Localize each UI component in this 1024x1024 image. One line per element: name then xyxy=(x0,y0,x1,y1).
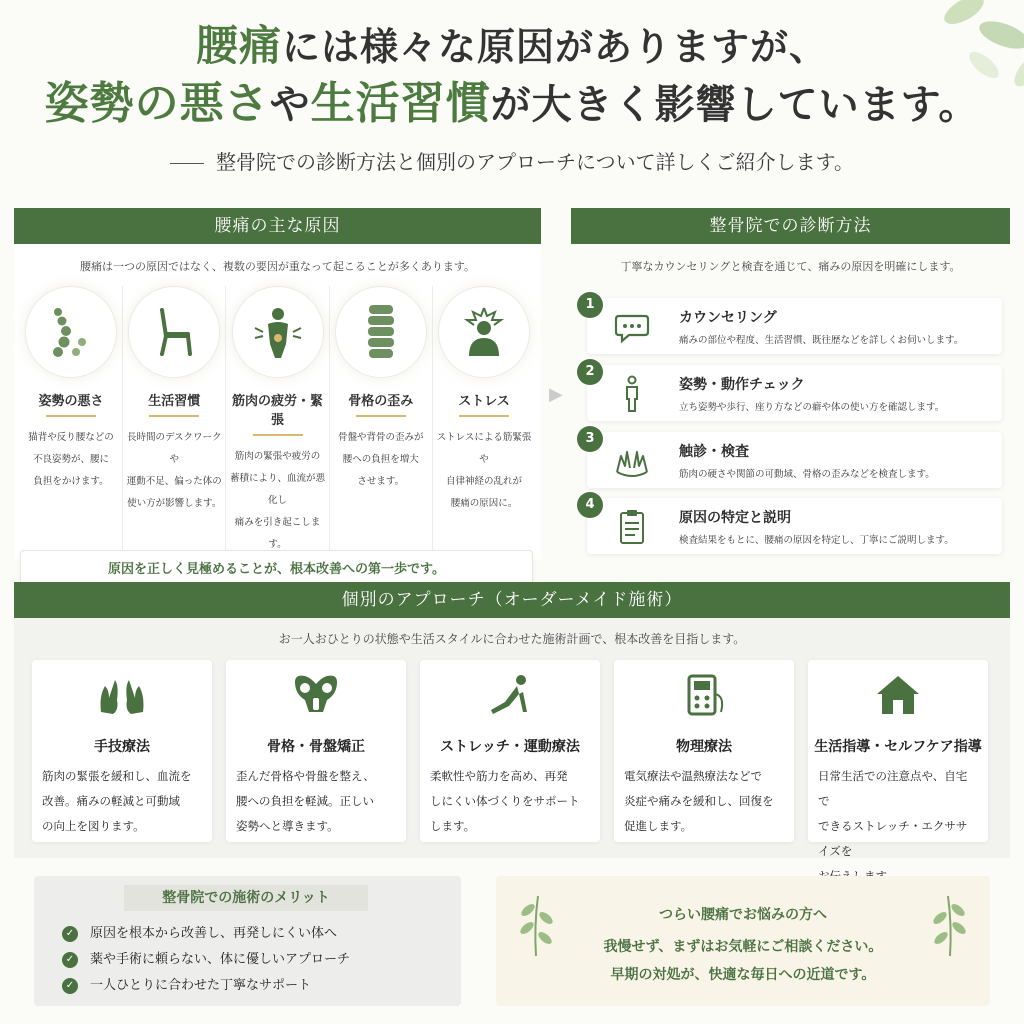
step-number: 4 xyxy=(577,492,603,518)
headline-line1 xyxy=(0,20,1024,73)
check-icon: ✓ xyxy=(62,952,78,968)
card-title: ストレッチ・運動療法 xyxy=(440,739,580,755)
headline-text: には様々な原因がありますが、 xyxy=(282,24,829,69)
card-desc-line: の向上を図ります。 xyxy=(42,819,145,833)
pelvis-icon xyxy=(291,672,341,718)
step-number: 1 xyxy=(577,292,603,318)
causes-body xyxy=(14,244,541,577)
merit-text: 原因を根本から改善し、再発しにくい体へ xyxy=(90,926,338,941)
card-desc-line: しにくい体づくりをサポート xyxy=(430,794,580,808)
check-icon: ✓ xyxy=(62,926,78,942)
cause-title: 生活習慣 xyxy=(148,394,201,409)
approach-card xyxy=(808,660,988,858)
gold-underline xyxy=(46,415,96,417)
step-desc: 検査結果をもとに、腰痛の原因を特定し、丁寧にご説明します。 xyxy=(679,535,954,546)
therapy-device-icon xyxy=(679,672,729,718)
cause-desc-line: 痛みを引き起こします。 xyxy=(234,517,321,550)
approach-subtitle: お一人おひとりの状態や生活スタイルに合わせた施術計画で、根本改善を目指します。 xyxy=(278,632,746,646)
card-desc-line: 電気療法や温熱療法などで xyxy=(624,769,762,783)
clipboard-icon xyxy=(613,508,651,546)
cause-item xyxy=(123,286,225,556)
step-number: 3 xyxy=(577,426,603,452)
cause-desc xyxy=(433,427,535,515)
approach-card xyxy=(32,660,212,842)
card-desc xyxy=(420,756,600,839)
cause-title: ストレス xyxy=(458,394,510,409)
merit-item xyxy=(62,974,311,994)
diagnosis-step xyxy=(587,432,1002,488)
headline-text: が大きく影響しています。 xyxy=(490,81,980,128)
stretch-icon xyxy=(485,672,535,718)
card-desc xyxy=(614,756,794,839)
chair-icon xyxy=(128,286,220,378)
cause-desc-line: 負担をかけます。 xyxy=(33,476,109,487)
card-title: 骨格・骨盤矯正 xyxy=(267,739,365,755)
cause-desc xyxy=(123,427,225,515)
cause-desc xyxy=(330,427,432,493)
cause-item xyxy=(227,286,329,556)
cause-desc-line: 長時間のデスクワークや xyxy=(126,432,222,465)
cause-desc-line: 蓄積により、血流が悪化し xyxy=(229,473,325,506)
approach-card xyxy=(226,660,406,842)
cause-desc-line: 腰痛の原因に。 xyxy=(450,498,518,509)
gold-underline xyxy=(459,415,509,417)
headline-text: や xyxy=(269,81,311,128)
diagnosis-panel xyxy=(571,208,1010,560)
card-desc-line: 改善。痛みの軽減と可動域 xyxy=(42,794,180,808)
cause-desc-line: させます。 xyxy=(357,476,405,487)
cause-desc-line: 使い方が影響します。 xyxy=(127,498,222,509)
cause-desc-line: 筋肉の緊張や疲労の xyxy=(234,451,321,462)
hands-icon xyxy=(97,672,147,718)
card-title: 物理療法 xyxy=(676,739,732,755)
standing-person-icon xyxy=(613,375,651,413)
cause-desc-line: 自律神経の乱れが xyxy=(445,476,522,487)
merit-item xyxy=(62,922,337,942)
headline-line2 xyxy=(0,75,1024,134)
card-desc-line: 姿勢へと導きます。 xyxy=(236,819,339,833)
vertebra-icon xyxy=(335,286,427,378)
card-desc-line: 柔軟性や筋力を高め、再発 xyxy=(430,769,568,783)
causes-subtitle: 腰痛は一つの原因ではなく、複数の要因が重なって起こることが多くあります。 xyxy=(80,260,475,273)
step-title: カウンセリング xyxy=(679,310,777,326)
cause-desc-line: 腰への負担を増大 xyxy=(342,454,419,465)
cause-desc-line: 不良姿勢が、腰に xyxy=(32,454,109,465)
headline-accent: 腰痛 xyxy=(195,21,282,70)
step-title: 触診・検査 xyxy=(679,444,749,460)
cause-desc-line: ストレスによる筋緊張や xyxy=(436,432,532,465)
muscle-tension-icon xyxy=(232,286,324,378)
card-desc xyxy=(808,756,988,889)
contact-panel xyxy=(496,876,990,1006)
step-title: 原因の特定と説明 xyxy=(679,510,791,526)
gold-underline xyxy=(356,415,406,417)
step-number: 2 xyxy=(577,359,603,385)
diagnosis-subtitle: 丁寧なカウンセリングと検査を通じて、痛みの原因を明確にします。 xyxy=(620,260,961,273)
headline xyxy=(0,20,1024,175)
merit-text: 薬や手術に頼らない、体に優しいアプローチ xyxy=(90,952,351,967)
card-desc-line: 炎症や痛みを緩和し、回復を xyxy=(624,794,774,808)
card-desc-line: します。 xyxy=(430,819,476,833)
causes-title: 腰痛の主な原因 xyxy=(14,208,541,244)
step-desc: 痛みの部位や程度、生活習慣、既往歴などを詳しくお伺いします。 xyxy=(679,335,964,346)
gold-underline xyxy=(149,415,199,417)
step-title: 姿勢・動作チェック xyxy=(679,377,805,393)
cause-item xyxy=(20,286,122,556)
hands-touch-icon xyxy=(613,442,651,480)
cause-desc-line: 猫背や反り腰などの xyxy=(28,432,114,443)
diagnosis-step xyxy=(587,498,1002,554)
card-desc-line: 腰への負担を軽減。正しい xyxy=(236,794,374,808)
approach-panel xyxy=(14,582,1010,858)
card-desc-line: 日常生活での注意点や、自宅で xyxy=(818,769,968,808)
causes-grid xyxy=(14,286,541,556)
approach-card xyxy=(614,660,794,842)
step-desc: 立ち姿勢や歩行、座り方などの癖や体の使い方を確認します。 xyxy=(679,402,945,413)
cause-item xyxy=(433,286,535,556)
page-subtitle xyxy=(0,146,1024,175)
contact-line: 我慢せず、まずはお気軽にご相談ください。 xyxy=(603,939,883,955)
merit-text: 一人ひとりに合わせた丁寧なサポート xyxy=(90,978,312,993)
stress-person-icon xyxy=(438,286,530,378)
cause-desc-line: 運動不足、偏った体の xyxy=(126,476,222,487)
diagnosis-step xyxy=(587,298,1002,354)
card-desc-line: 歪んだ骨格や骨盤を整え、 xyxy=(236,769,375,783)
cause-title: 骨格の歪み xyxy=(348,394,414,409)
merit-panel xyxy=(34,876,461,1006)
cause-title: 姿勢の悪さ xyxy=(38,394,104,409)
card-desc xyxy=(32,756,212,839)
speech-bubble-icon xyxy=(613,308,651,346)
arrow-right-icon: ▶ xyxy=(549,384,563,405)
card-desc xyxy=(226,756,406,839)
diagnosis-step xyxy=(587,365,1002,421)
cause-desc xyxy=(20,427,122,493)
step-desc: 筋肉の硬さや関節の可動域、骨格の歪みなどを検査します。 xyxy=(679,469,935,480)
causes-banner: 原因を正しく見極めることが、根本改善への第一歩です。 xyxy=(20,550,533,588)
merit-title: 整骨院での施術のメリット xyxy=(124,885,368,911)
cause-title: 筋肉の疲労・緊張 xyxy=(231,394,323,428)
cause-desc xyxy=(227,446,329,556)
gold-underline xyxy=(253,434,303,436)
headline-accent: 姿勢の悪さ xyxy=(44,78,270,129)
card-desc-line: できるストレッチ・エクササイズを xyxy=(818,819,968,858)
contact-line: 早期の対処が、快適な毎日への近道です。 xyxy=(610,967,876,983)
diagnosis-title: 整骨院での診断方法 xyxy=(571,208,1010,244)
contact-heading: つらい腰痛でお悩みの方へ xyxy=(659,907,827,923)
check-icon: ✓ xyxy=(62,978,78,994)
subtitle-text: 整骨院での診断方法と個別のアプローチについて詳しくご紹介します。 xyxy=(216,150,854,174)
approach-title: 個別のアプローチ（オーダーメイド施術） xyxy=(14,582,1010,618)
causes-panel xyxy=(14,208,541,577)
approach-card xyxy=(420,660,600,842)
headline-accent: 生活習慣 xyxy=(310,78,491,129)
card-desc-line: 筋肉の緊張を緩和し、血流を xyxy=(42,769,192,783)
house-icon xyxy=(873,672,923,718)
card-title: 手技療法 xyxy=(94,739,150,755)
approach-cards xyxy=(32,660,988,858)
cause-desc-line: 骨盤や背骨の歪みが xyxy=(337,432,424,443)
cause-item xyxy=(330,286,432,556)
card-desc-line: 促進します。 xyxy=(624,819,693,833)
merit-item xyxy=(62,948,350,968)
dash-decoration xyxy=(170,163,204,164)
spine-posture-icon xyxy=(25,286,117,378)
card-title: 生活指導・セルフケア指導 xyxy=(814,739,982,755)
